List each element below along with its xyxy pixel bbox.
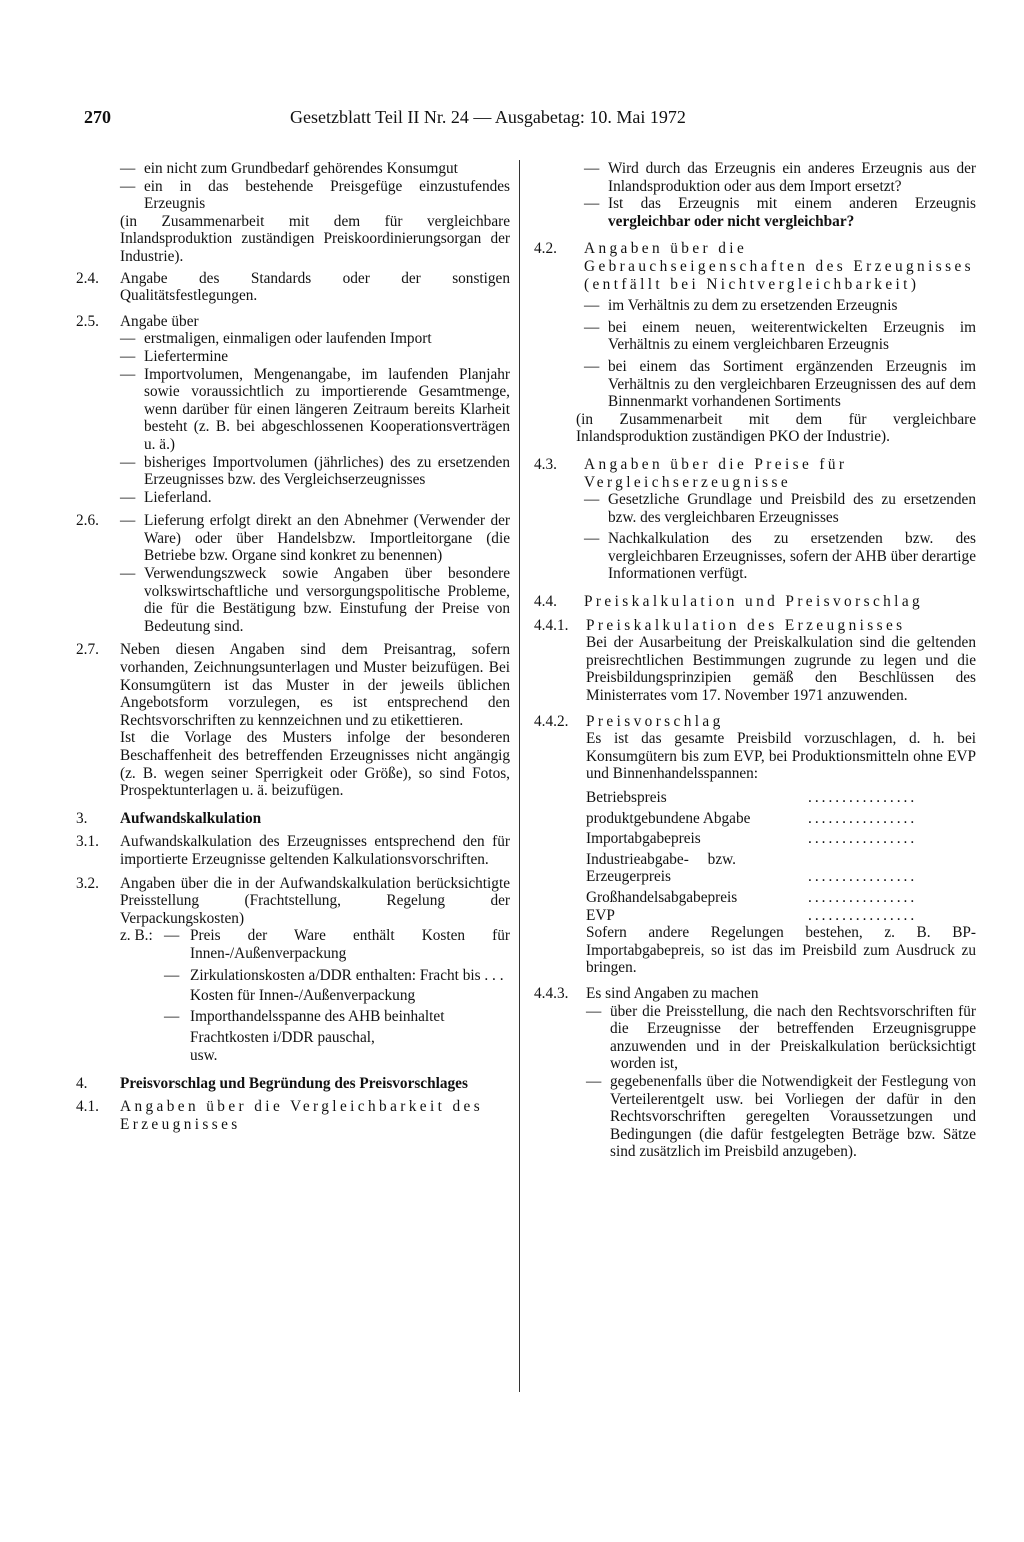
dash-marker: — (120, 565, 136, 583)
price-row: produktgebundene Abgabe ................ (586, 810, 976, 828)
section-title: Angaben über die Gebrauchseigenschaften des Erzeugnisses (entfällt bei Nichtvergleichbarkeit) (584, 240, 974, 293)
list-item: — über die Preisstellung, die nach den Rechtsvorschriften für die Erzeugnisse der betreffenden Erzeugnisgruppe anzuwenden und in der Preiskalkulation berücksichtigt worden ist, (586, 1002, 976, 1073)
list-item: — Ist das Erzeugnis mit einem anderen Erzeugnis vergleichbar oder nicht vergleichbar? (584, 195, 976, 230)
list-item: — ein in das bestehende Preisgefüge einzustufendes Erzeugnis (120, 177, 510, 213)
section-title: Angaben über die Vergleichbarkeit des Erzeugnisses (120, 1098, 484, 1133)
dash-marker: — (584, 195, 600, 213)
section-number: 3.2. (76, 874, 99, 892)
note-paragraph: (in Zusammenarbeit mit dem für vergleichbare Inlandsproduktion zuständigen Preiskoordinierungsorgan der Industrie). (120, 212, 510, 265)
list-item: — bisheriges Importvolumen (jährliches) des zu ersetzenden Erzeugnisses bzw. des Vergleichserzeugnisses (120, 453, 510, 489)
left-column (76, 160, 510, 1133)
section-number: 2.7. (76, 641, 99, 659)
section-number: 2.6. (76, 512, 99, 530)
section-number: 4.2. (534, 240, 557, 258)
paragraph: Es ist das gesamte Preisbild vorzuschlagen, d. h. bei Konsumgütern bis zum EVP, bei Produktionsmitteln ohne EVP und Binnenhandelsspannen: (586, 730, 976, 783)
dash-marker: — (164, 1007, 180, 1025)
dot-leader: ................ (808, 888, 918, 906)
dash-marker: — (584, 530, 600, 548)
page-number: 270 (84, 107, 111, 127)
section-3-2: 3.2. Angaben über die in der Aufwandskalkulation berücksichtigte Preisstellung (Frachtstellung, Regelung der Verpackungskosten) z. B.: — Preis der Ware enthält Kosten für Innen-/Außenverpackung — Zirkulationskosten a/DDR enthalten: Fracht bis . . . Kosten für Innen-/Außenverpackung — Importhandelsspanne des AHB beinhaltet Frachtkosten i/DDR pauschal, usw. (76, 874, 510, 1064)
section-2-5: 2.5. Angabe über — erstmaligen, einmaligen oder laufenden Import — Liefertermine — Importvolumen, Mengenangabe, im laufenden Planjahr sowie voraussichtlich zu importierende Gesamtmenge, wenn darüber für einen längeren Zeitraum bereits Klarheit besteht (z. B. bei abgeschlossenen Kooperationsverträgen u. ä.) — bisheriges Importvolumen (jährliches) des zu ersetzenden Erzeugnisses bzw. des Vergleichserzeugnisses — Lieferland. (76, 312, 510, 506)
section-number: 4. (76, 1074, 88, 1092)
price-row: Importabgabepreis ................ (586, 830, 976, 848)
dot-leader: ................ (808, 809, 918, 827)
section-3-1: 3.1. Aufwandskalkulation des Erzeugnisses entsprechend den für importierte Erzeugnisse geltenden Kalkulationsvorschriften. (76, 833, 510, 868)
list-item: — gegebenenfalls über die Notwendigkeit der Festlegung von Verteilerentgelt usw. bei Vorliegen der dafür in den Rechtsvorschriften geregelten Voraussetzungen und Bedingungen (die dafür festgelegten Beträge bzw. Sätze sind zusätzlich im Preisbild anzugeben). (586, 1072, 976, 1161)
section-2-7 (76, 641, 510, 799)
section-number: 3.1. (76, 833, 99, 851)
section-4-4-1 (534, 617, 976, 705)
list-item: — Liefertermine (120, 347, 229, 365)
section-title: Angaben über die Preise für Vergleichserzeugnisse (584, 455, 848, 491)
price-row: Großhandelsabgabepreis ................ (586, 889, 976, 907)
paragraph: Neben diesen Angaben sind dem Preisantrag, sofern vorhanden, Zeichnungsunterlagen und Muster beizufügen. Bei Konsumgütern ist das Muster in der jeweils üblichen Angebotsform vorzulegen, es ist entsprechend den Rechtsvorschriften zu kennzeichnen und zu etikettieren. (120, 641, 510, 729)
dash-marker: — (120, 488, 136, 506)
list-item: — Importvolumen, Mengenangabe, im laufenden Planjahr sowie voraussichtlich zu importierende Gesamtmenge, wenn darüber für einen längeren Zeitraum bereits Klarheit besteht (z. B. bei abgeschlossenen Kooperationsverträgen u. ä.) (120, 365, 510, 453)
section-2-4: 2.4. Angabe des Standards oder der sonstigen Qualitätsfestlegungen. (76, 269, 510, 305)
price-row: EVP ................ (586, 907, 976, 925)
section-4-3 (534, 456, 976, 583)
dash-marker: — (120, 160, 136, 177)
section-4-1 (76, 1098, 510, 1133)
section-title: Aufwandskalkulation (120, 809, 262, 827)
section-4-2 (534, 240, 976, 410)
list-item: — erstmaligen, einmaligen oder laufenden Import (120, 330, 432, 348)
example-item: z. B.: — Preis der Ware enthält Kosten für Innen-/Außenverpackung (120, 927, 510, 962)
column-divider (519, 160, 520, 1392)
dash-marker: — (120, 177, 136, 195)
list-item: — Gesetzliche Grundlage und Preisbild des zu ersetzenden bzw. des vergleichbaren Erzeugnisses (584, 491, 976, 526)
paragraph: Sofern andere Regelungen bestehen, z. B. BP-Importabgabepreis, so ist das im Preisbild zum Ausdruck zu bringen. (586, 924, 976, 977)
dash-marker: — (120, 453, 136, 471)
section-number: 3. (76, 809, 88, 827)
section-number: 2.5. (76, 312, 99, 330)
dash-marker: — (584, 357, 600, 375)
example-item: — Importhandelsspanne des AHB beinhaltet (164, 1007, 445, 1025)
section-4 (76, 1075, 510, 1093)
dash-marker: — (120, 347, 136, 365)
list-item: — bei einem das Sortiment ergänzenden Erzeugnis im Verhältnis zu den vergleichbaren Erzeugnissen des auf dem Binnenmarkt vorhandenen Sortiments (584, 357, 976, 411)
section-number: 4.4.2. (534, 712, 569, 730)
price-table (586, 789, 976, 924)
price-row: Industrieabgabe- bzw. Erzeugerpreis ................ (586, 851, 976, 886)
right-column (534, 160, 976, 1161)
section-number: 4.1. (76, 1098, 99, 1116)
note-paragraph: (in Zusammenarbeit mit dem für vergleichbare Inlandsproduktion zuständigen PKO der Industrie). (576, 410, 976, 446)
example-item: — Zirkulationskosten a/DDR enthalten: Fracht bis . . . (164, 966, 504, 984)
section-number: 4.4. (534, 593, 557, 611)
dot-leader: ................ (808, 906, 918, 924)
list-item: — im Verhältnis zu dem zu ersetzenden Erzeugnis (584, 297, 898, 315)
section-title: Preiskalkulation und Preisvorschlag (584, 593, 924, 611)
section-number: 4.4.3. (534, 984, 569, 1002)
section-number: 4.3. (534, 455, 557, 473)
dot-leader: ................ (808, 789, 918, 806)
list-item: — ein nicht zum Grundbedarf gehörendes Konsumgut (120, 160, 458, 177)
list-item: — Wird durch das Erzeugnis ein anderes Erzeugnis aus der Inlandsproduktion oder aus dem Import ersetzt? (584, 160, 976, 195)
dash-marker: — (164, 966, 180, 984)
dash-marker: — (586, 1002, 602, 1020)
section-title: Preisvorschlag (586, 712, 724, 730)
section-number: 2.4. (76, 269, 99, 287)
list-item: — bei einem neuen, weiterentwickelten Erzeugnis im Verhältnis zu einem vergleichbaren Erzeugnis (584, 318, 976, 354)
dash-marker: — (584, 160, 600, 177)
section-title: Preiskalkulation des Erzeugnisses (586, 616, 906, 634)
list-item: — Lieferung erfolgt direkt an den Abnehmer (Verwender der Ware) oder über Handelsbzw. Importleitorgane (die Betriebe bzw. Organe sind konkret zu benennen) (120, 512, 510, 565)
section-4-4 (534, 593, 976, 611)
dash-marker: — (120, 512, 136, 530)
dash-marker: — (164, 927, 180, 945)
price-row: Betriebspreis ................ (586, 789, 976, 807)
dot-leader: ................ (808, 868, 918, 886)
dash-marker: — (584, 491, 600, 509)
list-item: — Verwendungszweck sowie Angaben über besondere volkswirtschaftliche und versorgungspolitische Probleme, die für die Bestätigung bzw. Einstufung der Preise von Bedeutung sind. (120, 565, 510, 635)
paragraph: Bei der Ausarbeitung der Preiskalkulation sind die geltenden preisrechtlichen Bestimmungen zugrunde zu legen und die Preisbildungsprinzipien gemäß den Beschlüssen des Ministerrates vom 17. November 1971 anzuwenden. (586, 634, 976, 705)
running-title: Gesetzblatt Teil II Nr. 24 — Ausgabetag: 10. Mai 1972 (290, 107, 686, 127)
dash-marker: — (584, 318, 600, 336)
list-item: — Lieferland. (120, 488, 212, 506)
dash-marker: — (120, 365, 136, 383)
section-4-4-3: 4.4.3. Es sind Angaben zu machen — über die Preisstellung, die nach den Rechtsvorschriften für die Erzeugnisse der betreffenden Erzeugnisgruppe anzuwenden und in der Preiskalkulation berücksichtigt worden ist, — gegebenenfalls über die Notwendigkeit der Festlegung von Verteilerentgelt usw. bei Vorliegen der dafür in den Rechtsvorschriften geregelten Voraussetzungen und Bedingungen (die dafür festgelegten Beträge bzw. Sätze sind zusätzlich im Preisbild anzugeben). (534, 984, 976, 1161)
section-4-4-2 (534, 713, 976, 977)
dot-leader: ................ (808, 830, 918, 848)
section-title: Preisvorschlag und Begründung des Preisvorschlages (120, 1074, 468, 1092)
section-number: 4.4.1. (534, 616, 569, 634)
section-3 (76, 810, 510, 828)
dash-marker: — (584, 297, 600, 315)
paragraph: Ist die Vorlage des Musters infolge der besonderen Beschaffenheit des betreffenden Erzeugnisses nicht angängig (z. B. wegen seiner Sperrigkeit oder Größe), so sind Fotos, Prospektunterlagen u. ä. beizufügen. (120, 729, 510, 800)
section-2-6 (76, 512, 510, 635)
dash-marker: — (586, 1072, 602, 1090)
list-item: — Nachkalkulation des zu ersetzenden bzw. des vergleichbaren Erzeugnisses, sofern der AHB über derartige Informationen verfügt. (584, 530, 976, 583)
dash-marker: — (120, 330, 136, 348)
